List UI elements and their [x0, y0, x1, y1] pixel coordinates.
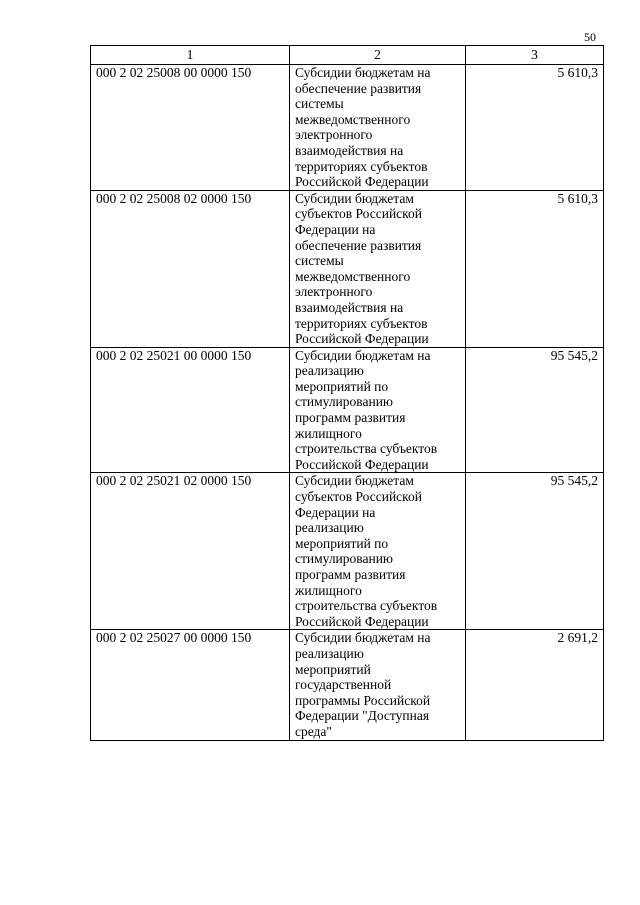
description-line: стимулированию — [295, 394, 394, 410]
description-cell — [290, 630, 466, 740]
page-number: 50 — [584, 30, 596, 44]
table-row — [91, 630, 604, 740]
description-cell — [290, 190, 466, 347]
description-line: программ развития — [295, 567, 406, 582]
description-line: взаимодействия на — [295, 299, 404, 315]
table-row — [91, 347, 604, 473]
description-line: Субсидии бюджетам на — [295, 65, 431, 80]
budget-code-cell: 000 2 02 25027 00 0000 150 — [91, 630, 290, 740]
description-line: Федерации "Доступная — [295, 708, 430, 724]
description-line: межведомственного — [295, 268, 411, 284]
description-line: программы Российской — [295, 692, 431, 708]
description-cell — [290, 65, 466, 191]
description-line: реализацию — [295, 363, 364, 379]
description-line: Федерации на — [295, 504, 376, 520]
budget-code-cell: 000 2 02 25021 02 0000 150 — [91, 473, 290, 630]
description-line: обеспечение развития — [295, 80, 422, 96]
description-line: территориях субъектов — [295, 158, 428, 174]
description-line: среда" — [295, 723, 332, 739]
description-line: Субсидии бюджетам — [295, 190, 414, 206]
description-line: межведомственного — [295, 111, 411, 127]
table-row — [91, 190, 604, 347]
budget-code-cell: 000 2 02 25008 02 0000 150 — [91, 190, 290, 347]
amount-cell: 95 545,2 — [466, 347, 604, 473]
description-line: стимулированию — [295, 551, 394, 567]
column-header-1: 1 — [91, 46, 290, 65]
table-header-row — [91, 46, 604, 65]
description-cell — [290, 347, 466, 473]
description-line: Субсидии бюджетам — [295, 473, 414, 489]
description-line: программ развития — [295, 410, 406, 426]
description-line: жилищного — [295, 425, 362, 441]
description-line: субъектов Российской — [295, 206, 423, 222]
description-line: обеспечение развития — [295, 237, 422, 253]
amount-cell: 95 545,2 — [466, 473, 604, 630]
column-header-3: 3 — [466, 46, 604, 65]
description-line: реализацию — [295, 645, 364, 661]
description-line: взаимодействия на — [295, 142, 404, 158]
description-line: системы — [295, 253, 344, 269]
description-line: Российской Федерации — [295, 331, 429, 347]
description-line: мероприятий по — [295, 535, 389, 551]
budget-code-cell: 000 2 02 25008 00 0000 150 — [91, 65, 290, 191]
description-line: мероприятий — [295, 661, 371, 677]
description-line: Российской Федерации — [295, 613, 429, 629]
description-line: Субсидии бюджетам на — [295, 347, 431, 363]
table-row — [91, 473, 604, 630]
budget-table — [90, 45, 604, 741]
amount-cell: 5 610,3 — [466, 190, 604, 347]
table-body — [91, 65, 604, 741]
description-line: строительства субъектов — [295, 441, 438, 457]
description-line: Российской Федерации — [295, 456, 429, 472]
description-line: строительства субъектов — [295, 598, 438, 614]
description-line: электронного — [295, 127, 373, 143]
column-header-2: 2 — [290, 46, 466, 65]
description-line: мероприятий по — [295, 378, 389, 394]
description-cell — [290, 473, 466, 630]
description-line: Федерации на — [295, 221, 376, 237]
description-line: Субсидии бюджетам на — [295, 630, 431, 646]
description-line: государственной — [295, 677, 392, 693]
description-line: жилищного — [295, 582, 362, 598]
description-line: реализацию — [295, 520, 364, 536]
budget-code-cell: 000 2 02 25021 00 0000 150 — [91, 347, 290, 473]
description-line: Российской Федерации — [295, 174, 429, 190]
table-row — [91, 65, 604, 191]
description-line: субъектов Российской — [295, 489, 423, 505]
description-line: электронного — [295, 284, 373, 300]
description-line: территориях субъектов — [295, 315, 428, 331]
description-line: системы — [295, 96, 344, 112]
amount-cell: 5 610,3 — [466, 65, 604, 191]
amount-cell: 2 691,2 — [466, 630, 604, 740]
